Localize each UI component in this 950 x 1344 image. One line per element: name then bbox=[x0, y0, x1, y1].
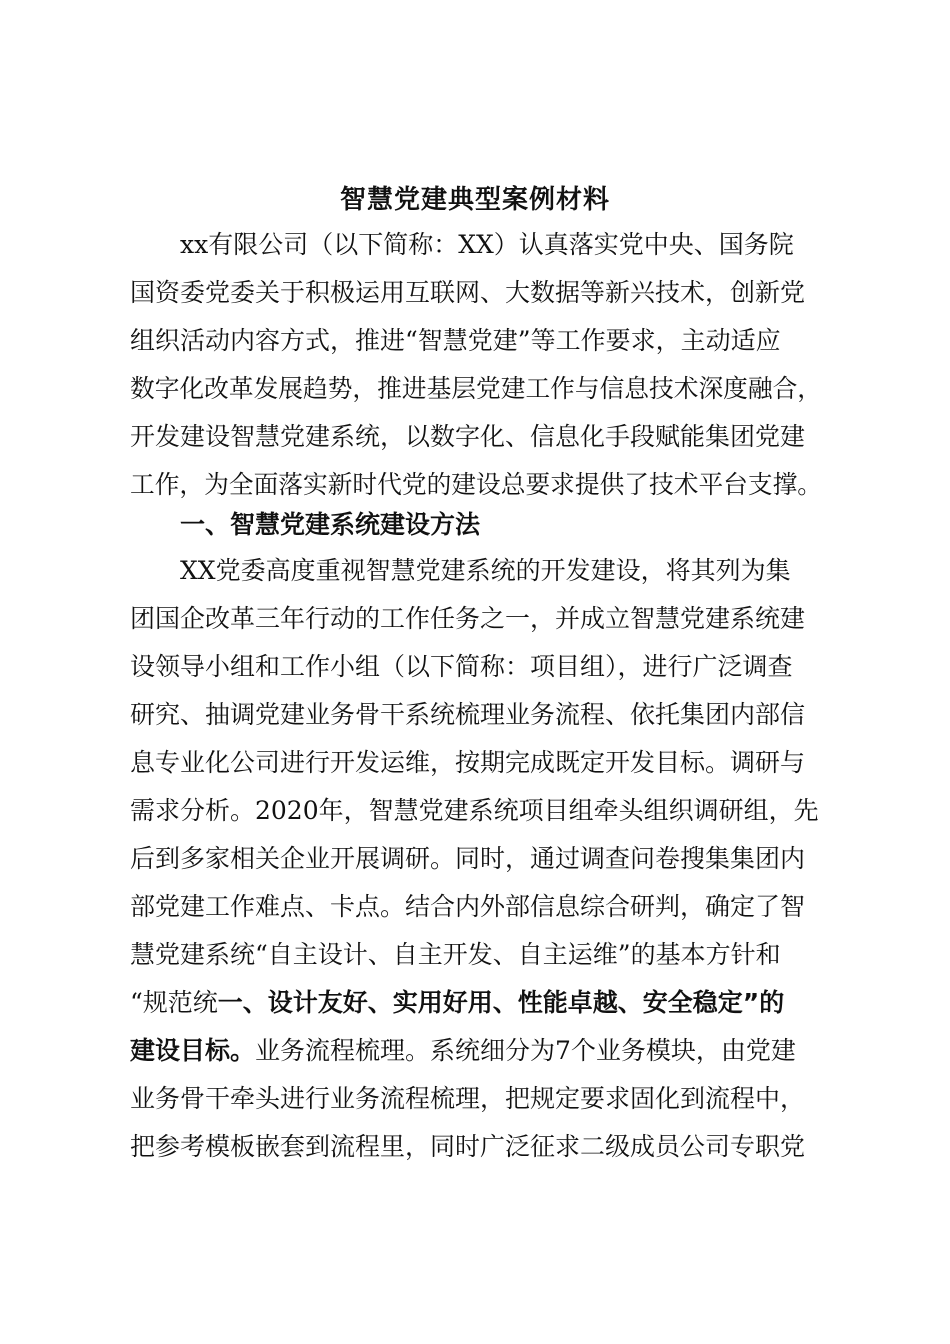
paragraph-line: 部党建工作难点、卡点。结合内外部信息综合研判，确定了智 bbox=[130, 892, 806, 921]
paragraph-line: 慧党建系统“自主设计、自主开发、自主运维”的基本方针和 bbox=[130, 940, 781, 969]
document-title: 智慧党建典型案例材料 bbox=[339, 185, 610, 215]
paragraph-line bbox=[130, 1032, 796, 1070]
paragraph-line: 需求分析。2020年，智慧党建系统项目组牵头组织调研组，先 bbox=[130, 796, 819, 825]
paragraph-line: 设领导小组和工作小组（以下简称：项目组），进行广泛调查 bbox=[130, 652, 793, 681]
paragraph-line: 把参考模板嵌套到流程里，同时广泛征求二级成员公司专职党 bbox=[130, 1132, 806, 1161]
paragraph-line: 国资委党委关于积极运用互联网、大数据等新兴技术，创新党 bbox=[130, 278, 806, 307]
bold-segment: 建设目标。 bbox=[130, 1036, 256, 1065]
paragraph-line: 工作，为全面落实新时代党的建设总要求提供了技术平台支撑。 bbox=[130, 470, 823, 499]
line-segment: “规范统 bbox=[130, 988, 218, 1017]
paragraph-line bbox=[130, 984, 784, 1022]
paragraph-line: 息专业化公司进行开发运维，按期完成既定开发目标。调研与 bbox=[130, 748, 806, 777]
paragraph-line: 后到多家相关企业开展调研。同时，通过调查问卷搜集集团内 bbox=[130, 844, 806, 873]
paragraph-line: 组织活动内容方式，推进“智慧党建”等工作要求，主动适应 bbox=[130, 326, 781, 355]
paragraph-line: 团国企改革三年行动的工作任务之一，并成立智慧党建系统建 bbox=[130, 604, 806, 633]
bold-segment: 一、设计友好、实用好用、性能卓越、安全稳定”的 bbox=[217, 988, 785, 1017]
paragraph-line: xx有限公司（以下简称：XX）认真落实党中央、国务院 bbox=[180, 230, 794, 259]
paragraph-line: 业务骨干牵头进行业务流程梳理，把规定要求固化到流程中， bbox=[130, 1084, 806, 1113]
paragraph-line: 研究、抽调党建业务骨干系统梳理业务流程、依托集团内部信 bbox=[130, 700, 806, 729]
paragraph-line: XX党委高度重视智慧党建系统的开发建设，将其列为集 bbox=[180, 556, 791, 585]
section-heading: 一、智慧党建系统建设方法 bbox=[180, 510, 481, 539]
paragraph-line: 开发建设智慧党建系统，以数字化、信息化手段赋能集团党建 bbox=[130, 422, 806, 451]
line-segment: 业务流程梳理。系统细分为7个业务模块，由党建 bbox=[255, 1036, 796, 1065]
paragraph-line: 数字化改革发展趋势，推进基层党建工作与信息技术深度融合， bbox=[130, 374, 823, 403]
